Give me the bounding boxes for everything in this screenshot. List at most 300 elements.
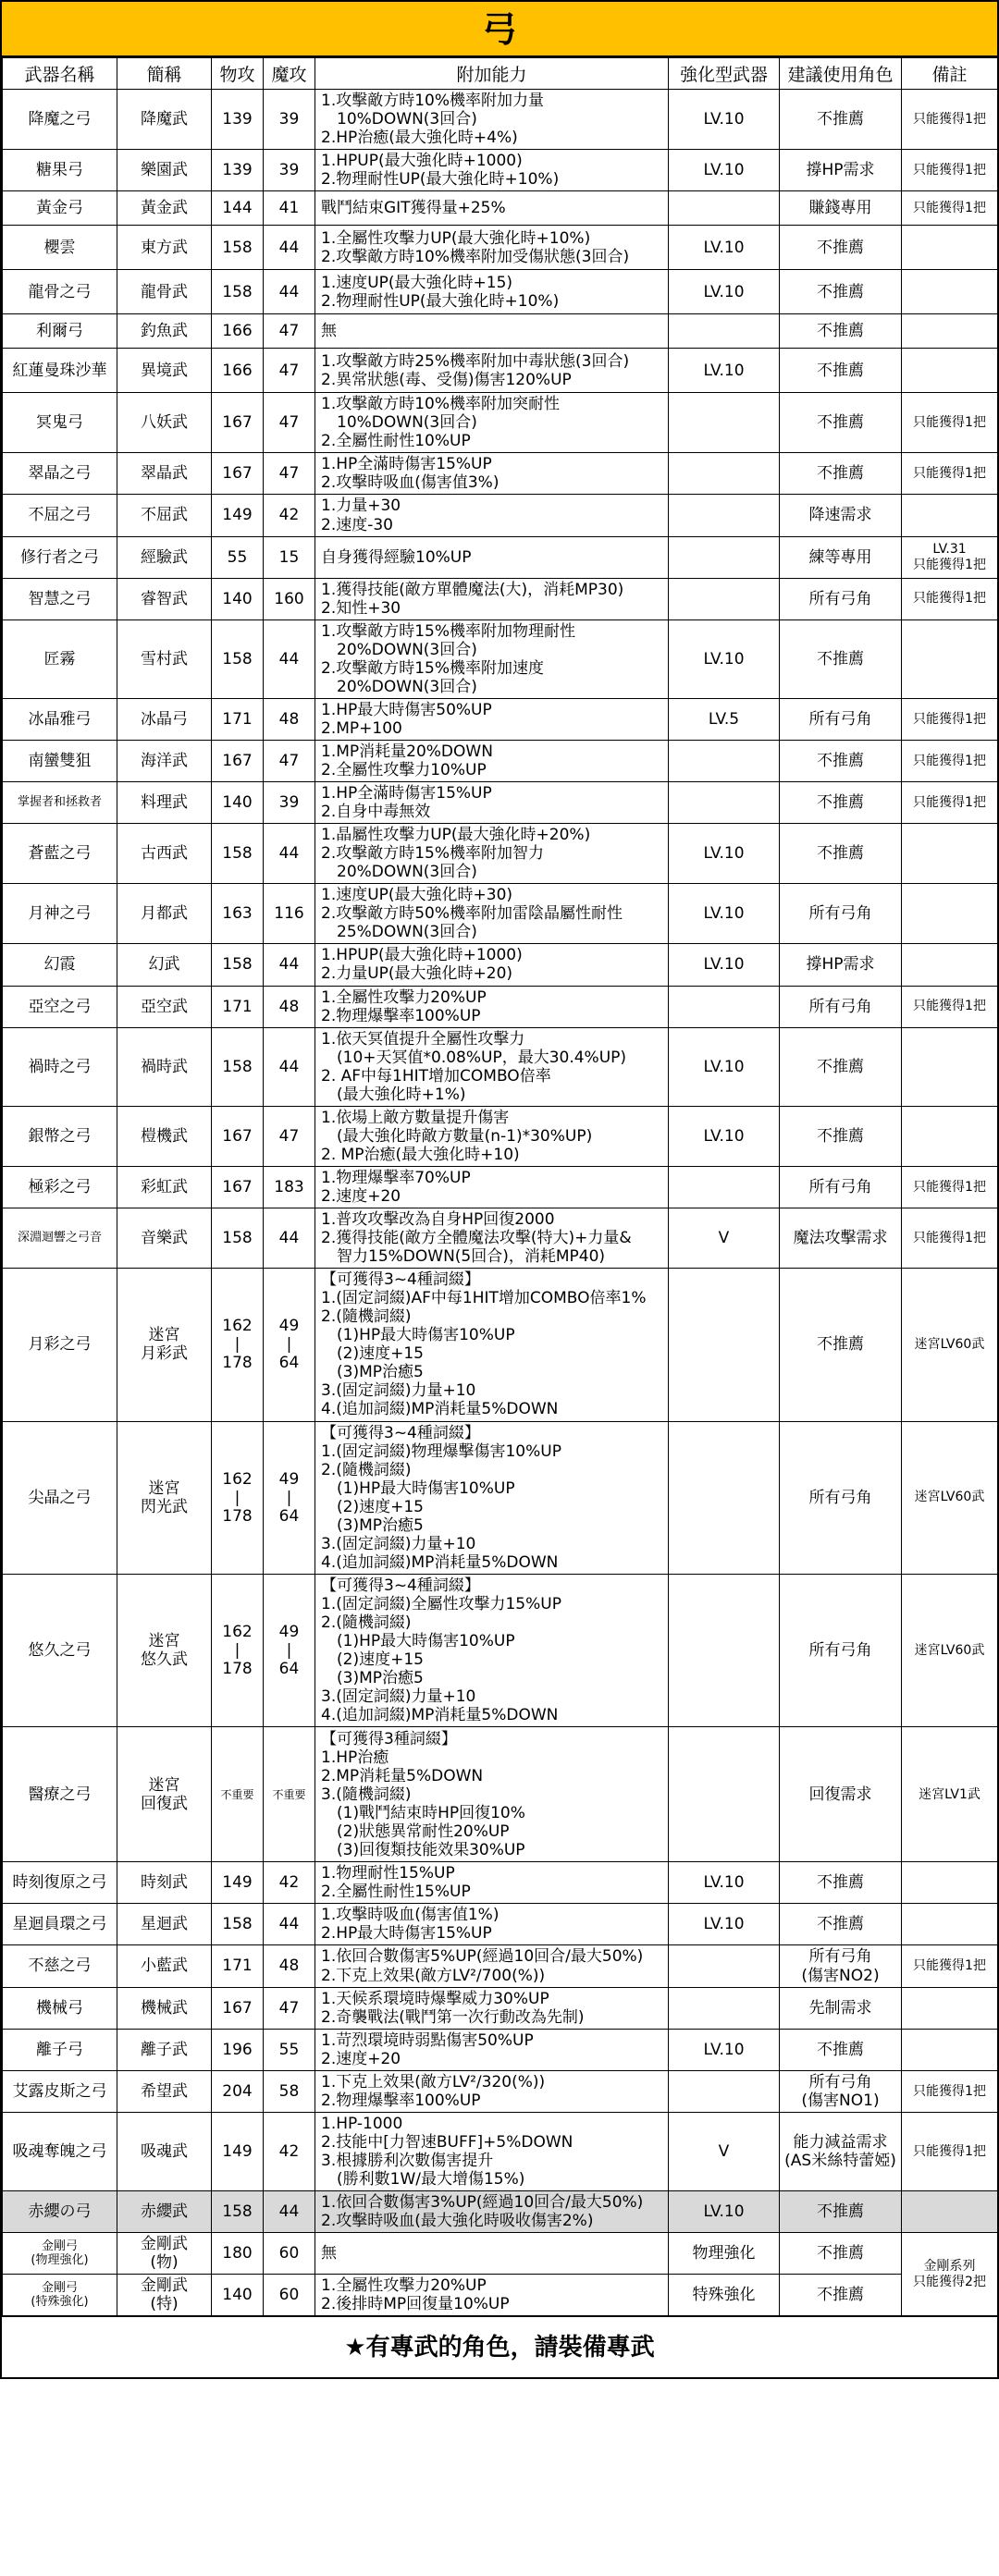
- effect-line: 2. MP治癒(最大強化時+10): [321, 1145, 520, 1164]
- effect-line: 1.物理爆擊率70%UP: [321, 1168, 471, 1187]
- effect-line: 2.全屬性耐性15%UP: [321, 1883, 471, 1902]
- cell-line: 只能獲得1把: [913, 557, 986, 572]
- weapon-effects: [315, 495, 669, 536]
- effect-line: 25%DOWN(3回合): [321, 923, 477, 942]
- weapon-abbr: 幻武: [117, 944, 212, 986]
- weapon-matk: [264, 1421, 315, 1574]
- table-row: [3, 393, 998, 453]
- weapon-role: 所有弓角: [780, 578, 902, 619]
- weapon-effects: [315, 1904, 669, 1945]
- effect-line: 2.攻擊敵方時10%機率附加受傷狀態(3回合): [321, 247, 630, 266]
- weapon-enhance: [669, 393, 780, 453]
- weapon-role: 不推薦: [780, 226, 902, 270]
- effect-line: 2.物理爆擊率100%UP: [321, 1006, 481, 1025]
- weapon-abbr: 禍時武: [117, 1027, 212, 1106]
- weapon-effects: [315, 453, 669, 495]
- weapon-matk: 41: [264, 191, 315, 226]
- effect-line: 1.速度UP(最大強化時+15): [321, 273, 513, 292]
- cell-line: LV.31: [932, 542, 967, 558]
- effect-line: 1.MP消耗量20%DOWN: [321, 742, 493, 761]
- weapon-name: [3, 2233, 117, 2275]
- effect-line: 1.依回合數傷害5%UP(經過10回合/最大50%): [321, 1947, 644, 1967]
- effect-line: (勝利數1W/最大增傷15%): [321, 2169, 525, 2189]
- effect-line: (3)回復類技能效果30%UP: [321, 1840, 525, 1859]
- weapon-name: 星迴員環之弓: [3, 1904, 117, 1945]
- weapon-note: [902, 1862, 998, 1904]
- weapon-matk: 48: [264, 986, 315, 1027]
- weapon-role: 所有弓角: [780, 1574, 902, 1726]
- table-row: [3, 698, 998, 740]
- table-row: [3, 884, 998, 944]
- effect-line: 2.MP消耗量5%DOWN: [321, 1766, 484, 1785]
- cell-line: (AS米絲特蕾婭): [784, 2151, 896, 2170]
- cell-line: 迷宮: [148, 1632, 180, 1651]
- effect-line: 1.下克上效果(敵方LV²/320(%)): [321, 2072, 546, 2091]
- col-header-matk: 魔攻: [264, 58, 315, 90]
- weapon-matk: 不重要: [264, 1727, 315, 1862]
- weapon-name: 月神之弓: [3, 884, 117, 944]
- effect-line: 1.HPUP(最大強化時+1000): [321, 946, 523, 965]
- effect-line: 1.全屬性攻擊力20%UP: [321, 987, 487, 1007]
- weapon-enhance: LV.10: [669, 884, 780, 944]
- table-row: [3, 90, 998, 150]
- table-row: [3, 740, 998, 781]
- weapon-effects: [315, 1027, 669, 1106]
- weapon-effects: [315, 1862, 669, 1904]
- cell-line: |: [234, 1488, 240, 1507]
- weapon-effects: [315, 619, 669, 698]
- weapon-note: [902, 1987, 998, 2029]
- effect-line: 1.攻擊敵方時25%機率附加中毒狀態(3回合): [321, 351, 630, 371]
- weapon-effects: [315, 393, 669, 453]
- weapon-role: 回復需求: [780, 1727, 902, 1862]
- weapon-effects: [315, 191, 669, 226]
- effect-line: 2.速度+20: [321, 1186, 401, 1206]
- effect-line: 1.HP全滿時傷害15%UP: [321, 784, 492, 803]
- weapon-matk: 44: [264, 1027, 315, 1106]
- effect-line: 1.攻擊敵方時10%機率附加突耐性: [321, 395, 561, 414]
- weapon-abbr: 黃金武: [117, 191, 212, 226]
- weapon-note: [902, 1904, 998, 1945]
- effect-line: 1.攻擊時吸血(傷害值1%): [321, 1906, 500, 1925]
- table-row: [3, 1208, 998, 1269]
- effect-line: (2)速度+15: [321, 1344, 424, 1364]
- effect-line: 20%DOWN(3回合): [321, 863, 477, 882]
- weapon-name: 艾露皮斯之弓: [3, 2070, 117, 2112]
- weapon-enhance: V: [669, 1208, 780, 1269]
- weapon-note: 只能獲得1把: [902, 1208, 998, 1269]
- weapon-patk: 不重要: [212, 1727, 264, 1862]
- table-row: [3, 2112, 998, 2190]
- weapon-abbr: 海洋武: [117, 740, 212, 781]
- weapon-note: [902, 2233, 998, 2316]
- weapon-role: 撐HP需求: [780, 150, 902, 191]
- weapon-effects: [315, 1208, 669, 1269]
- weapon-role: [780, 2070, 902, 2112]
- cell-line: |: [286, 1335, 292, 1355]
- effect-line: 2. AF中每1HIT增加COMBO倍率: [321, 1066, 551, 1086]
- weapon-patk: 166: [212, 314, 264, 349]
- effect-line: 無: [321, 2244, 337, 2263]
- weapon-patk: 167: [212, 453, 264, 495]
- effect-line: 2.物理爆擊率100%UP: [321, 2091, 481, 2110]
- weapon-name: 黃金弓: [3, 191, 117, 226]
- weapon-patk: [212, 1421, 264, 1574]
- weapon-role: 不推薦: [780, 1106, 902, 1166]
- weapon-abbr: [117, 2275, 212, 2316]
- weapon-patk: 158: [212, 1904, 264, 1945]
- weapon-patk: 158: [212, 2191, 264, 2233]
- table-row: [3, 270, 998, 314]
- cell-line: (傷害NO2): [801, 1966, 880, 1985]
- effect-line: 1.攻擊敵方時10%機率附加力量: [321, 92, 545, 110]
- cell-line: |: [286, 1488, 292, 1507]
- weapon-effects: [315, 1574, 669, 1726]
- weapon-role: 所有弓角: [780, 884, 902, 944]
- weapon-matk: 60: [264, 2233, 315, 2275]
- table-row: [3, 944, 998, 986]
- weapon-patk: 167: [212, 393, 264, 453]
- weapon-note: [902, 2191, 998, 2233]
- weapon-name: 利爾弓: [3, 314, 117, 349]
- weapon-role: 所有弓角: [780, 986, 902, 1027]
- sheet-title: 弓: [2, 2, 997, 57]
- effect-line: 2.(隨機詞綴): [321, 1307, 412, 1327]
- table-row: [3, 495, 998, 536]
- weapon-enhance: [669, 2070, 780, 2112]
- effect-line: 20%DOWN(3回合): [321, 677, 477, 696]
- weapon-enhance: LV.10: [669, 2191, 780, 2233]
- effect-line: 智力15%DOWN(5回合)，消耗MP40): [321, 1247, 606, 1267]
- cell-line: 閃光武: [141, 1497, 188, 1516]
- weapon-role: 不推薦: [780, 782, 902, 824]
- weapon-name: 智慧之弓: [3, 578, 117, 619]
- table-row: [3, 1027, 998, 1106]
- weapon-abbr: 古西武: [117, 824, 212, 884]
- weapon-patk: 149: [212, 495, 264, 536]
- weapon-effects: [315, 2233, 669, 2275]
- weapon-effects: [315, 150, 669, 191]
- weapon-role: 先制需求: [780, 1987, 902, 2029]
- weapon-role: 不推薦: [780, 1027, 902, 1106]
- weapon-role: 不推薦: [780, 90, 902, 150]
- weapon-effects: [315, 1269, 669, 1421]
- weapon-name: 深淵迴響之弓音: [3, 1208, 117, 1269]
- weapon-note: 只能獲得1把: [902, 740, 998, 781]
- cell-line: 64: [278, 1506, 300, 1526]
- effect-line: 3.根據勝利次數傷害提升: [321, 2151, 494, 2170]
- effect-line: (3)MP治癒5: [321, 1515, 424, 1535]
- weapon-note: [902, 2029, 998, 2070]
- weapon-matk: 55: [264, 2029, 315, 2070]
- effect-line: 1.全屬性攻擊力UP(最大強化時+10%): [321, 228, 591, 248]
- weapon-matk: 42: [264, 2112, 315, 2190]
- effect-line: 2.攻擊敵方時15%機率附加速度: [321, 658, 545, 678]
- weapon-role: 不推薦: [780, 2233, 902, 2275]
- weapon-enhance: [669, 1269, 780, 1421]
- weapon-patk: 163: [212, 884, 264, 944]
- weapon-abbr: 樂園武: [117, 150, 212, 191]
- effect-line: 無: [321, 322, 337, 341]
- effect-line: 2.MP+100: [321, 718, 402, 738]
- effect-line: 2.攻擊敵方時15%機率附加智力: [321, 844, 545, 864]
- table-body: [3, 90, 998, 2316]
- weapon-effects: [315, 824, 669, 884]
- weapon-role: 不推薦: [780, 314, 902, 349]
- effect-line: (最大強化時+1%): [321, 1085, 466, 1104]
- table-row: [3, 1987, 998, 2029]
- weapon-patk: 204: [212, 2070, 264, 2112]
- weapon-abbr: 星迴武: [117, 1904, 212, 1945]
- weapon-name: 蒼藍之弓: [3, 824, 117, 884]
- weapon-enhance: LV.5: [669, 698, 780, 740]
- weapon-abbr: 榿機武: [117, 1106, 212, 1166]
- weapon-name: 翠晶之弓: [3, 453, 117, 495]
- cell-line: 迷宮: [148, 1326, 180, 1345]
- weapon-note: 只能獲得1把: [902, 2070, 998, 2112]
- weapon-role: 不推薦: [780, 619, 902, 698]
- weapon-name: 尖晶之弓: [3, 1421, 117, 1574]
- weapon-effects: [315, 1945, 669, 1987]
- weapon-abbr: [117, 1421, 212, 1574]
- weapon-name: 赤纓の弓: [3, 2191, 117, 2233]
- weapon-matk: 39: [264, 90, 315, 150]
- effect-line: 3.(固定詞綴)力量+10: [321, 1534, 476, 1553]
- effect-line: 2.知性+30: [321, 598, 401, 618]
- weapon-table: [2, 57, 998, 2316]
- weapon-enhance: LV.10: [669, 1904, 780, 1945]
- weapon-role: 不推薦: [780, 1862, 902, 1904]
- weapon-name: 幻霞: [3, 944, 117, 986]
- weapon-effects: [315, 884, 669, 944]
- effect-line: (2)速度+15: [321, 1650, 424, 1670]
- weapon-enhance: [669, 1574, 780, 1726]
- weapon-role: 練等專用: [780, 536, 902, 578]
- cell-line: 49: [278, 1469, 300, 1489]
- table-row: [3, 1166, 998, 1208]
- weapon-enhance: [669, 1166, 780, 1208]
- weapon-abbr: [117, 1269, 212, 1421]
- weapon-patk: 158: [212, 824, 264, 884]
- weapon-enhance: [669, 1987, 780, 2029]
- cell-line: (物理強化): [31, 2253, 89, 2268]
- effect-line: 1.依場上敵方數量提升傷害: [321, 1108, 510, 1127]
- cell-line: 178: [222, 1506, 253, 1526]
- weapon-patk: 167: [212, 740, 264, 781]
- table-row: [3, 2029, 998, 2070]
- weapon-name: 離子弓: [3, 2029, 117, 2070]
- weapon-name: 銀幣之弓: [3, 1106, 117, 1166]
- weapon-enhance: LV.10: [669, 1106, 780, 1166]
- table-row: [3, 619, 998, 698]
- effect-line: 2.後排時MP回復量10%UP: [321, 2295, 510, 2314]
- weapon-note: 迷宮LV60武: [902, 1269, 998, 1421]
- cell-line: (傷害NO1): [801, 2091, 880, 2110]
- weapon-enhance: [669, 191, 780, 226]
- weapon-enhance: [669, 1727, 780, 1862]
- weapon-name: 櫻雲: [3, 226, 117, 270]
- weapon-name: 掌握者和拯救者: [3, 782, 117, 824]
- cell-line: (特殊強化): [31, 2295, 89, 2310]
- effect-line: 1.攻擊敵方時15%機率附加物理耐性: [321, 621, 576, 641]
- effect-line: 1.HP最大時傷害50%UP: [321, 700, 492, 719]
- weapon-matk: 42: [264, 1862, 315, 1904]
- weapon-patk: 171: [212, 698, 264, 740]
- weapon-abbr: 睿智武: [117, 578, 212, 619]
- weapon-enhance: [669, 314, 780, 349]
- weapon-matk: 47: [264, 740, 315, 781]
- weapon-effects: [315, 314, 669, 349]
- weapon-enhance: LV.10: [669, 1862, 780, 1904]
- effect-line: 自身獲得經驗10%UP: [321, 547, 472, 567]
- weapon-abbr: 翠晶武: [117, 453, 212, 495]
- effect-line: 2.獲得技能(敵方全體魔法攻擊(特大)+力量&: [321, 1229, 632, 1248]
- weapon-effects: [315, 698, 669, 740]
- weapon-note: 只能獲得1把: [902, 1166, 998, 1208]
- cell-line: 月彩武: [141, 1344, 188, 1364]
- weapon-matk: 44: [264, 270, 315, 314]
- effect-line: (1)戰鬥結束時HP回復10%: [321, 1803, 525, 1822]
- weapon-abbr: 吸魂武: [117, 2112, 212, 2190]
- effect-line: 1.天候系環境時爆擊威力30%UP: [321, 1989, 549, 2008]
- weapon-name: [3, 2275, 117, 2316]
- weapon-matk: 44: [264, 2191, 315, 2233]
- table-row: [3, 782, 998, 824]
- col-header-note: 備註: [902, 58, 998, 90]
- weapon-matk: 44: [264, 824, 315, 884]
- weapon-note: [902, 1027, 998, 1106]
- weapon-name: 冥鬼弓: [3, 393, 117, 453]
- weapon-patk: 140: [212, 578, 264, 619]
- cell-line: 162: [222, 1623, 253, 1642]
- weapon-patk: 158: [212, 944, 264, 986]
- weapon-name: 極彩之弓: [3, 1166, 117, 1208]
- weapon-effects: [315, 2029, 669, 2070]
- table-row: [3, 191, 998, 226]
- effect-line: 2.力量UP(最大強化時+20): [321, 964, 513, 984]
- weapon-patk: 167: [212, 1987, 264, 2029]
- table-row: [3, 1574, 998, 1726]
- effect-line: 2.物理耐性UP(最大強化時+10%): [321, 170, 560, 190]
- effect-line: 20%DOWN(3回合): [321, 640, 477, 659]
- effect-line: 2.物理耐性UP(最大強化時+10%): [321, 291, 560, 311]
- weapon-matk: 39: [264, 782, 315, 824]
- weapon-matk: 58: [264, 2070, 315, 2112]
- table-row: [3, 1727, 998, 1862]
- weapon-note: [902, 314, 998, 349]
- weapon-note: 只能獲得1把: [902, 698, 998, 740]
- weapon-role: 所有弓角: [780, 1421, 902, 1574]
- weapon-abbr: 月都武: [117, 884, 212, 944]
- weapon-abbr: 赤纓武: [117, 2191, 212, 2233]
- cell-line: 金剛武: [141, 2276, 188, 2296]
- effect-line: 3.(固定詞綴)力量+10: [321, 1381, 476, 1401]
- weapon-matk: 60: [264, 2275, 315, 2316]
- effect-line: 1.晶屬性攻擊力UP(最大強化時+20%): [321, 826, 591, 845]
- weapon-name: 亞空之弓: [3, 986, 117, 1027]
- weapon-patk: 180: [212, 2233, 264, 2275]
- effect-line: 【可獲得3種詞綴】: [321, 1729, 457, 1748]
- effect-line: 10%DOWN(3回合): [321, 110, 477, 129]
- cell-line: 178: [222, 1354, 253, 1373]
- effect-line: 2.速度-30: [321, 515, 393, 534]
- cell-line: (特): [150, 2295, 179, 2314]
- weapon-name: 龍骨之弓: [3, 270, 117, 314]
- weapon-note: 迷宮LV60武: [902, 1421, 998, 1574]
- effect-line: 2.攻擊時吸血(傷害值3%): [321, 473, 500, 493]
- weapon-abbr: 時刻武: [117, 1862, 212, 1904]
- weapon-enhance: LV.10: [669, 270, 780, 314]
- weapon-matk: 116: [264, 884, 315, 944]
- weapon-enhance: 特殊強化: [669, 2275, 780, 2316]
- effect-line: 10%DOWN(3回合): [321, 413, 477, 433]
- weapon-role: 撐HP需求: [780, 944, 902, 986]
- weapon-abbr: 釣魚武: [117, 314, 212, 349]
- weapon-matk: 44: [264, 1208, 315, 1269]
- weapon-matk: 183: [264, 1166, 315, 1208]
- weapon-matk: 47: [264, 349, 315, 393]
- weapon-role: 降速需求: [780, 495, 902, 536]
- col-header-enhance: 強化型武器: [669, 58, 780, 90]
- weapon-matk: 47: [264, 393, 315, 453]
- weapon-effects: [315, 944, 669, 986]
- effect-line: 2.速度+20: [321, 2049, 401, 2068]
- weapon-effects: [315, 2070, 669, 2112]
- weapon-effects: [315, 782, 669, 824]
- effect-line: 4.(追加詞綴)MP消耗量5%DOWN: [321, 1706, 559, 1725]
- effect-line: 2.HP最大時傷害15%UP: [321, 1924, 492, 1944]
- weapon-name: 匠霧: [3, 619, 117, 698]
- table-row: [3, 226, 998, 270]
- effect-line: (2)狀態異常耐性20%UP: [321, 1822, 510, 1841]
- weapon-note: 迷宮LV60武: [902, 1574, 998, 1726]
- weapon-patk: 158: [212, 270, 264, 314]
- col-header-role: 建議使用角色: [780, 58, 902, 90]
- weapon-role: [780, 1945, 902, 1987]
- weapon-enhance: [669, 740, 780, 781]
- weapon-enhance: 物理強化: [669, 2233, 780, 2275]
- weapon-enhance: LV.10: [669, 150, 780, 191]
- weapon-patk: 158: [212, 1027, 264, 1106]
- cell-line: 49: [278, 1623, 300, 1642]
- weapon-note: 只能獲得1把: [902, 578, 998, 619]
- weapon-note: [902, 824, 998, 884]
- effect-line: (1)HP最大時傷害10%UP: [321, 1478, 515, 1498]
- weapon-matk: 47: [264, 314, 315, 349]
- weapon-role: 不推薦: [780, 2275, 902, 2316]
- weapon-matk: [264, 1574, 315, 1726]
- weapon-enhance: [669, 986, 780, 1027]
- effect-line: 【可獲得3~4種詞綴】: [321, 1270, 480, 1290]
- table-row: [3, 2191, 998, 2233]
- weapon-effects: [315, 2191, 669, 2233]
- weapon-abbr: 希望武: [117, 2070, 212, 2112]
- weapon-patk: 149: [212, 2112, 264, 2190]
- table-row: [3, 1269, 998, 1421]
- weapon-name: 糖果弓: [3, 150, 117, 191]
- effect-line: 2.下克上效果(敵方LV²/700(%)): [321, 1966, 546, 1985]
- weapon-effects: [315, 1421, 669, 1574]
- weapon-role: 所有弓角: [780, 1166, 902, 1208]
- effect-line: 1.(固定詞綴)AF中每1HIT增加COMBO倍率1%: [321, 1289, 647, 1308]
- weapon-enhance: [669, 495, 780, 536]
- weapon-patk: 167: [212, 1166, 264, 1208]
- weapon-matk: 48: [264, 1945, 315, 1987]
- weapon-name: 吸魂奪魄之弓: [3, 2112, 117, 2190]
- effect-line: 2.(隨機詞綴): [321, 1613, 412, 1632]
- weapon-enhance: [669, 578, 780, 619]
- table-row: [3, 1106, 998, 1166]
